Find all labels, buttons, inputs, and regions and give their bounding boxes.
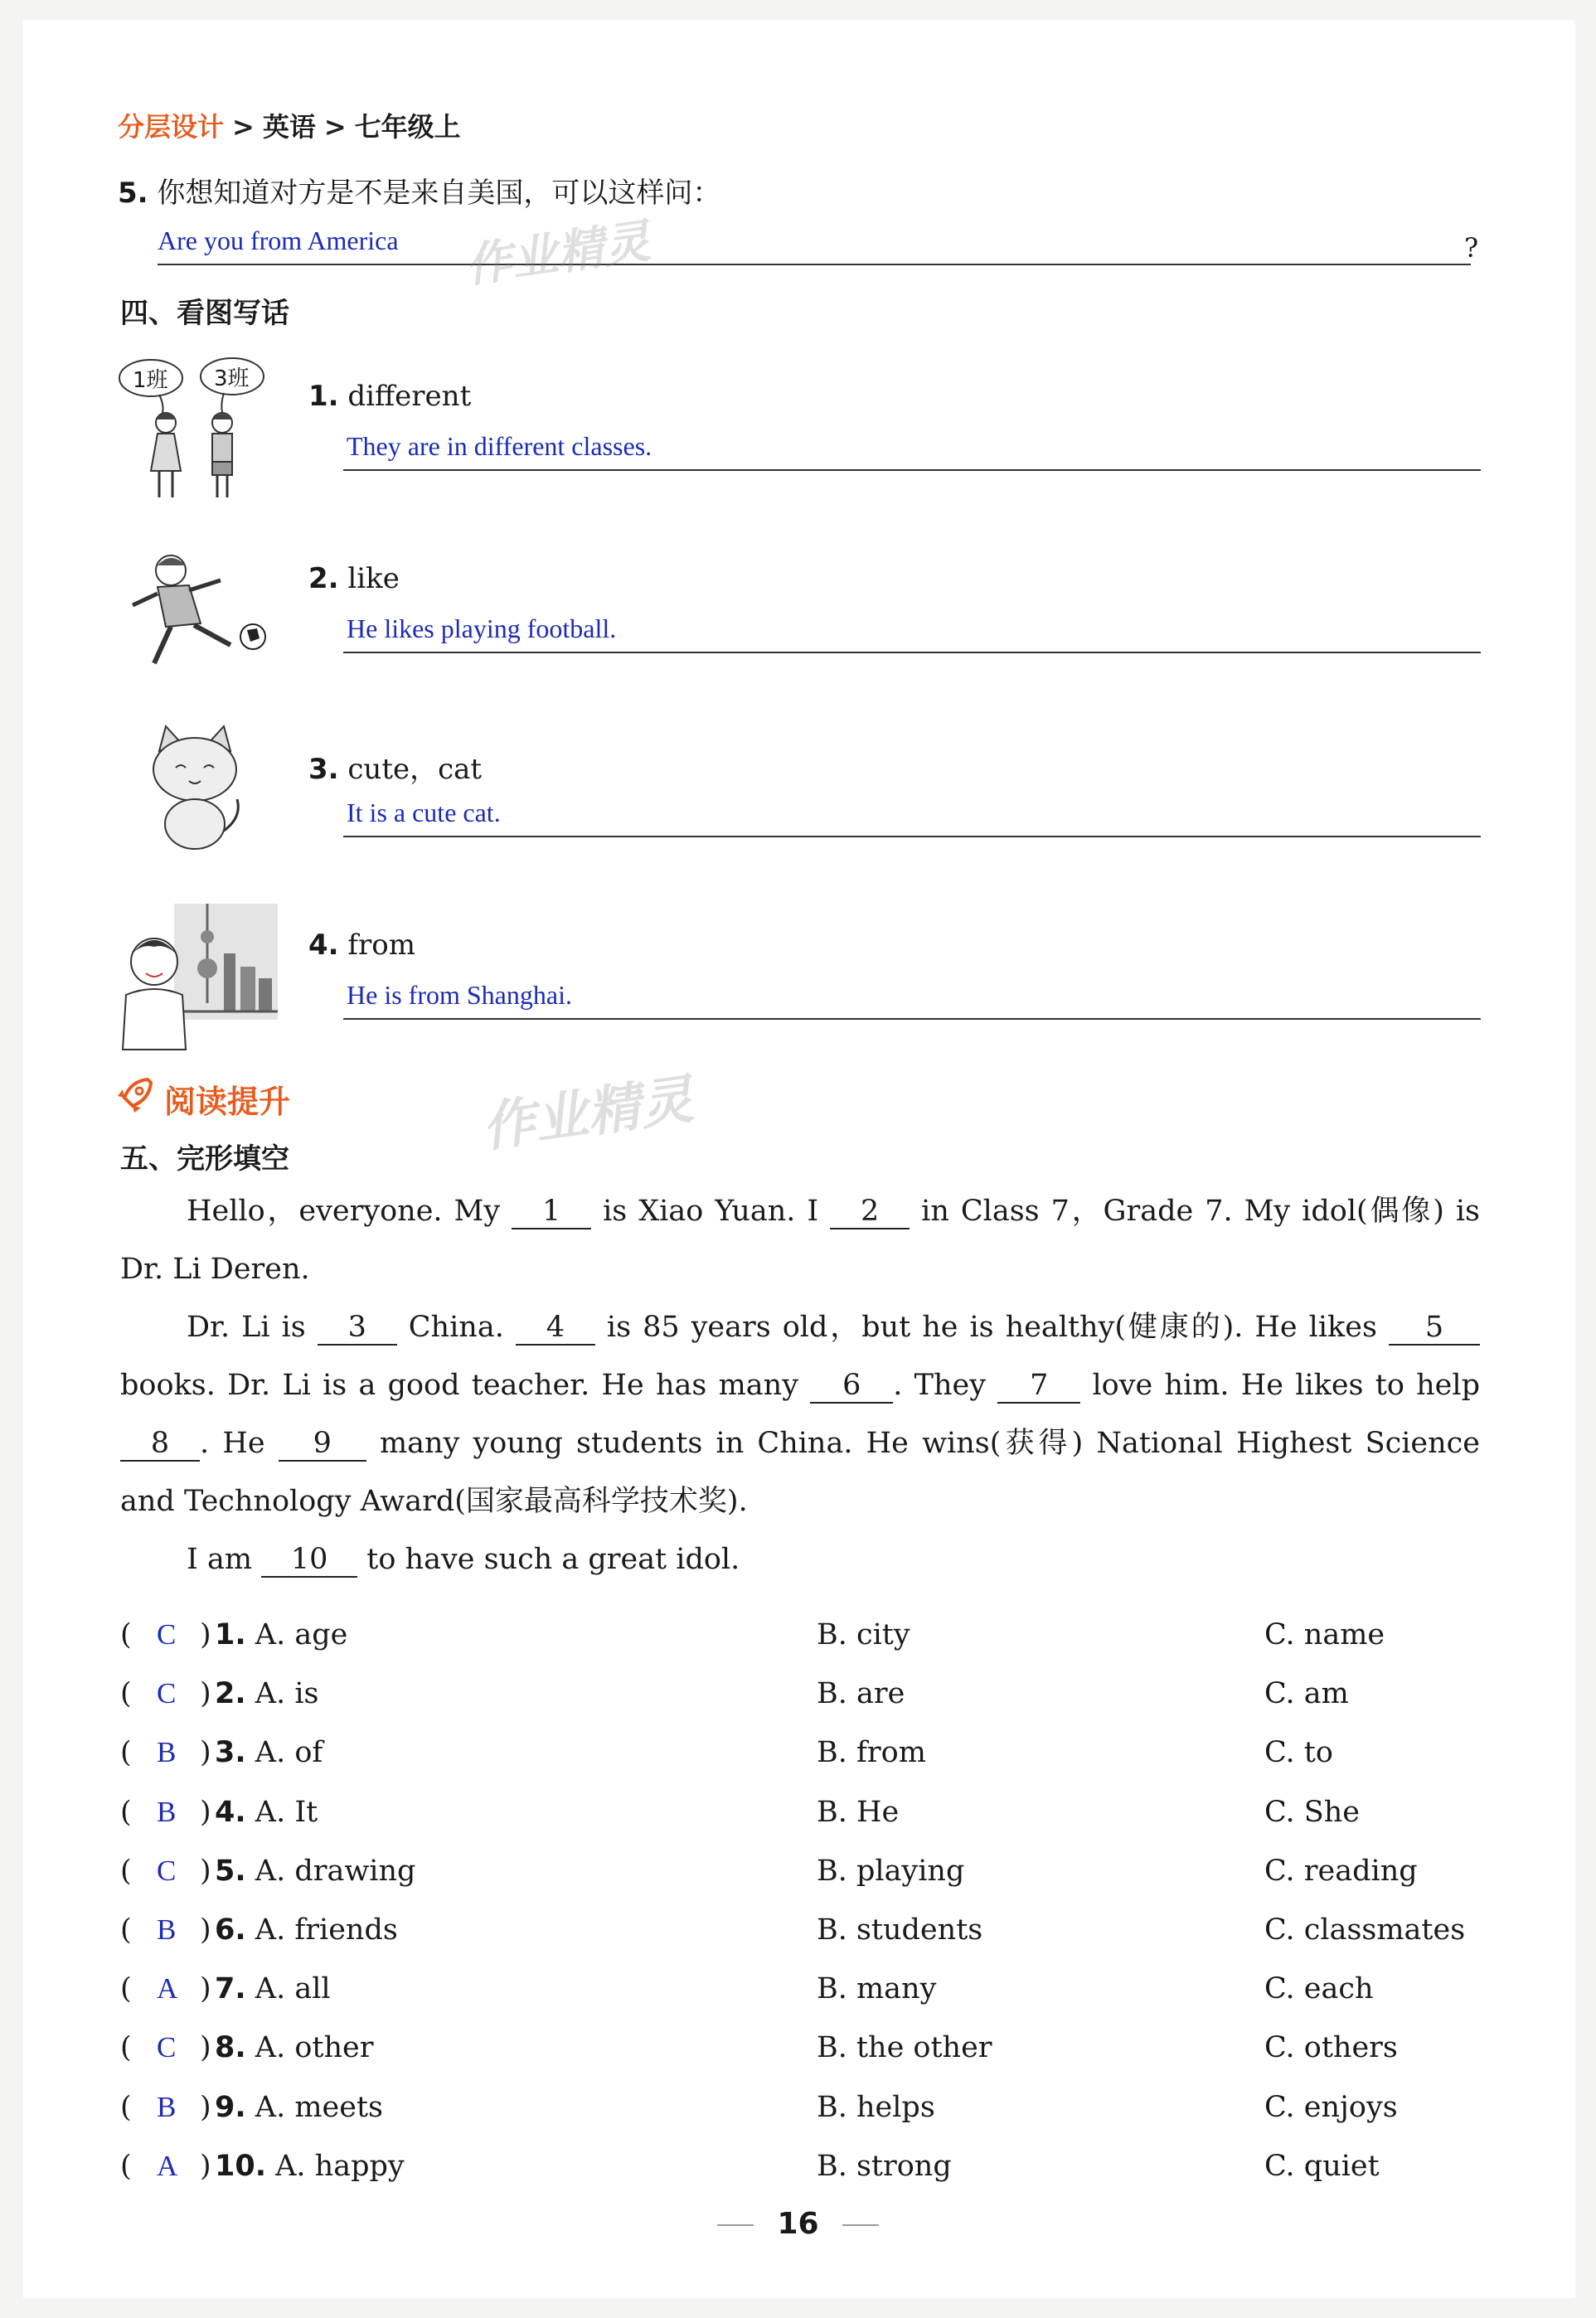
item-1-prompt: 1. different: [308, 380, 472, 413]
option-a-text: A. other: [255, 2031, 374, 2065]
option-a-text: A. drawing: [255, 1854, 416, 1888]
option-c: C. quiet: [1264, 2149, 1380, 2183]
question-text: 你想知道对方是不是来自美国，可以这样问：: [157, 177, 721, 210]
paren-open: (: [120, 1677, 132, 1711]
question-number: 2.: [215, 1677, 246, 1711]
option-c: C. name: [1264, 1618, 1385, 1651]
answer-line: [343, 1018, 1481, 1020]
paren-open: (: [120, 1795, 132, 1829]
footer-dash: [717, 2224, 754, 2226]
blank-3: 3: [318, 1311, 397, 1346]
chevron-right-icon: >: [232, 111, 255, 143]
class-label-3: 3班: [214, 366, 250, 391]
option-a-text: A. age: [255, 1618, 348, 1651]
watermark: 作业精灵: [478, 1069, 697, 1160]
question-number: 4.: [215, 1795, 246, 1829]
option-row: [120, 1677, 1530, 1719]
answer-choice: C: [157, 2031, 177, 2064]
paren-open: (: [120, 2149, 132, 2183]
reading-section-title: 阅读提升: [164, 1084, 291, 1120]
blank-1: 1: [512, 1195, 591, 1229]
rocket-icon: [116, 1076, 154, 1114]
question-number: 7.: [215, 1972, 246, 2006]
blank-8: 8: [120, 1427, 200, 1462]
item-3-answer: It is a cute cat.: [347, 798, 501, 827]
question-number: 10.: [215, 2149, 267, 2183]
option-c: C. enjoys: [1264, 2090, 1398, 2124]
question-number: 1.: [215, 1618, 246, 1651]
breadcrumb-grade: 七年级上: [354, 111, 461, 143]
option-row: [120, 1913, 1530, 1955]
option-c: C. others: [1264, 2031, 1398, 2065]
option-b: B. are: [817, 1677, 905, 1711]
paren-close: ): [200, 1736, 211, 1770]
blank-7: 7: [997, 1369, 1080, 1404]
breadcrumb: [118, 106, 461, 144]
option-a-text: A. meets: [255, 2090, 383, 2124]
option-c: C. classmates: [1264, 1913, 1466, 1947]
question-5-prompt: [118, 170, 720, 211]
section-4-title: 四、看图写话: [120, 297, 289, 330]
question-number: 5.: [215, 1854, 246, 1888]
blank-10: 10: [261, 1543, 357, 1578]
blank-6: 6: [810, 1369, 893, 1404]
paren-close: ): [200, 1795, 211, 1829]
paren-close: ): [200, 2031, 211, 2065]
paren-close: ): [200, 1618, 211, 1651]
option-c: C. reading: [1264, 1854, 1418, 1888]
option-a: [215, 1972, 331, 2005]
option-row: [120, 1618, 1530, 1660]
option-b: B. from: [817, 1736, 926, 1770]
option-a: [215, 2150, 405, 2183]
option-a-text: A. of: [255, 1736, 323, 1770]
paren-open: (: [120, 1736, 132, 1770]
option-b: B. He: [817, 1795, 900, 1829]
option-a: [215, 1796, 318, 1829]
section-5-title: 五、完形填空: [120, 1142, 289, 1176]
watermark: 作业精灵: [462, 214, 654, 294]
option-row: [120, 1736, 1530, 1777]
answer-line: [158, 264, 1471, 265]
answer-line: [343, 836, 1481, 837]
option-a: [215, 1855, 415, 1888]
blank-4: 4: [516, 1311, 595, 1346]
question-number: 6.: [215, 1913, 246, 1947]
paren-open: (: [120, 2090, 132, 2124]
question-number: 8.: [215, 2031, 246, 2065]
option-a: [215, 1677, 318, 1710]
option-b: B. students: [817, 1913, 983, 1947]
item-2-answer: He likes playing football.: [347, 613, 617, 643]
question-5-answer: Are you from America: [158, 225, 399, 255]
blank-9: 9: [279, 1427, 366, 1462]
chevron-right-icon: >: [323, 111, 347, 143]
option-row: [120, 2091, 1530, 2132]
answer-line: [343, 652, 1481, 653]
option-a-text: A. friends: [255, 1913, 398, 1947]
option-a-text: A. It: [255, 1795, 318, 1829]
answer-choice: C: [157, 1618, 177, 1651]
class-label-1: 1班: [133, 368, 168, 393]
option-row: [120, 1855, 1530, 1896]
cloze-passage: [120, 1182, 1480, 1588]
paren-close: ): [200, 1972, 211, 2006]
passage-paragraph: Dr. Li is 3 China. 4 is 85 years old，but he is healthy(健康的). He likes 5 books. Dr. Li is a good teacher. He has many 6 . They 7 love him. He likes to help 8 . He 9 many young students in China. He wins(获得) National Highest Science and Technology Award(国家最高科学技术奖).: [120, 1311, 1480, 1518]
paren-open: (: [120, 1972, 132, 2006]
answer-choice: B: [157, 1736, 177, 1769]
question-number: 3.: [215, 1736, 246, 1770]
paren-open: (: [120, 1854, 132, 1888]
blank-2: 2: [830, 1195, 910, 1229]
option-b: B. city: [817, 1618, 910, 1651]
question-number: 9.: [215, 2090, 246, 2124]
footer-dash: [842, 2224, 879, 2226]
shanghai-boy-illustration: [116, 904, 282, 1053]
option-row: [120, 1972, 1530, 2014]
paren-close: ): [200, 1913, 211, 1947]
answer-choice: B: [157, 1795, 177, 1828]
option-b: B. playing: [817, 1854, 965, 1888]
option-row: [120, 2150, 1530, 2191]
blank-5: 5: [1389, 1311, 1480, 1346]
page-number: 16: [777, 2207, 819, 2241]
answer-choice: B: [157, 2090, 177, 2123]
passage-paragraph: Hello，everyone. My 1 is Xiao Yuan. I 2 in Class 7，Grade 7. My idol(偶像) is Dr. Li Deren.: [120, 1195, 1480, 1286]
breadcrumb-subject: 英语: [262, 111, 316, 143]
paren-open: (: [120, 1618, 132, 1651]
paren-close: ): [200, 2149, 211, 2183]
option-a: [215, 1736, 323, 1769]
option-c: C. She: [1264, 1795, 1361, 1829]
item-4-prompt: 4. from: [308, 929, 415, 962]
option-c: C. am: [1264, 1677, 1349, 1711]
option-b: B. helps: [817, 2090, 935, 2124]
paren-close: ): [200, 1677, 211, 1711]
paren-open: (: [120, 1913, 132, 1947]
answer-choice: A: [157, 2149, 178, 2182]
passage-paragraph: I am 10 to have such a great idol.: [187, 1543, 740, 1576]
item-2-prompt: 2. like: [308, 562, 400, 595]
option-a-text: A. is: [255, 1677, 319, 1711]
option-c: C. each: [1264, 1972, 1374, 2006]
item-1-answer: They are in different classes.: [347, 431, 652, 461]
option-a: [215, 1618, 347, 1651]
option-b: B. many: [817, 1972, 937, 2006]
answer-line: [343, 469, 1481, 471]
option-b: B. the other: [817, 2031, 992, 2065]
item-4-answer: He is from Shanghai.: [347, 980, 572, 1010]
paren-open: (: [120, 2031, 132, 2065]
cat-illustration: [141, 726, 249, 851]
page-footer: [0, 2207, 1596, 2241]
answer-choice: C: [157, 1677, 177, 1710]
option-a: [215, 2031, 373, 2064]
option-row: [120, 2031, 1530, 2073]
option-a-text: A. all: [255, 1972, 331, 2006]
breadcrumb-brand: 分层设计: [118, 111, 225, 143]
option-a: [215, 1913, 398, 1947]
answer-choice: B: [157, 1913, 177, 1946]
paren-close: ): [200, 2090, 211, 2124]
option-row: [120, 1796, 1530, 1837]
option-a: [215, 2091, 383, 2124]
question-number: 5.: [118, 177, 148, 210]
option-b: B. strong: [817, 2149, 952, 2183]
football-player-illustration: [124, 547, 274, 680]
answer-choice: C: [157, 1854, 177, 1887]
paren-close: ): [200, 1854, 211, 1888]
item-3-prompt: 3. cute，cat: [308, 753, 483, 786]
question-mark: ?: [1464, 232, 1479, 264]
option-c: C. to: [1264, 1736, 1333, 1770]
answer-choice: A: [157, 1972, 178, 2005]
option-a-text: A. happy: [275, 2149, 405, 2183]
